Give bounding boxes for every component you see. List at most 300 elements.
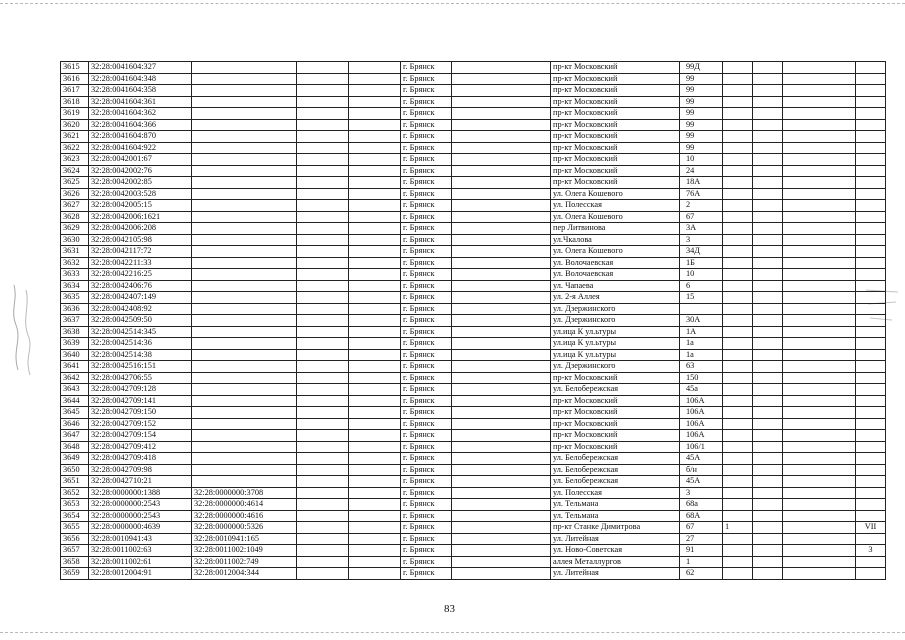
table-row — [61, 131, 886, 143]
previous-cadastral-number — [192, 361, 297, 373]
register-table — [60, 61, 886, 580]
empty-cell — [349, 119, 401, 131]
cadastral-number: 32:28:0042105:98 — [89, 234, 192, 246]
empty-cell — [349, 326, 401, 338]
row-number: 3640 — [61, 349, 89, 361]
city-cell: г. Брянск — [401, 292, 452, 304]
empty-cell — [452, 349, 551, 361]
row-number: 3653 — [61, 499, 89, 511]
city-cell: г. Брянск — [401, 165, 452, 177]
empty-cell — [783, 246, 856, 258]
empty-cell — [297, 280, 349, 292]
building-cell — [723, 384, 753, 396]
cadastral-number: 32:28:0042709:152 — [89, 418, 192, 430]
extra-cell — [856, 315, 886, 327]
city-cell: г. Брянск — [401, 280, 452, 292]
extra-cell — [856, 165, 886, 177]
cadastral-number: 32:28:0042211:33 — [89, 257, 192, 269]
empty-cell — [349, 384, 401, 396]
extra-cell — [856, 234, 886, 246]
extra-cell — [856, 395, 886, 407]
empty-cell — [783, 510, 856, 522]
cadastral-number: 32:28:0042709:418 — [89, 453, 192, 465]
row-number: 3642 — [61, 372, 89, 384]
street-cell: ул. Волочаевская — [551, 269, 680, 281]
row-number: 3621 — [61, 131, 89, 143]
house-cell: 15 — [680, 292, 723, 304]
empty-cell — [452, 441, 551, 453]
table-row — [61, 73, 886, 85]
extra-cell — [856, 372, 886, 384]
row-number: 3650 — [61, 464, 89, 476]
row-number: 3655 — [61, 522, 89, 534]
table-row — [61, 177, 886, 189]
building-cell — [723, 119, 753, 131]
extra-cell — [856, 338, 886, 350]
empty-cell — [349, 108, 401, 120]
building-cell — [723, 223, 753, 235]
empty-cell — [349, 545, 401, 557]
house-cell: 99 — [680, 85, 723, 97]
house-cell: 34Д — [680, 246, 723, 258]
row-number: 3616 — [61, 73, 89, 85]
cadastral-number: 32:28:0042408:92 — [89, 303, 192, 315]
city-cell: г. Брянск — [401, 246, 452, 258]
empty-cell — [753, 338, 783, 350]
cadastral-number: 32:28:0011002:63 — [89, 545, 192, 557]
empty-cell — [783, 395, 856, 407]
empty-cell — [753, 223, 783, 235]
building-cell — [723, 303, 753, 315]
cadastral-number: 32:28:0012004:91 — [89, 568, 192, 580]
extra-cell — [856, 188, 886, 200]
row-number: 3644 — [61, 395, 89, 407]
empty-cell — [297, 257, 349, 269]
house-cell: 30А — [680, 315, 723, 327]
extra-cell — [856, 407, 886, 419]
city-cell: г. Брянск — [401, 119, 452, 131]
empty-cell — [452, 545, 551, 557]
building-cell — [723, 177, 753, 189]
house-cell: 99 — [680, 131, 723, 143]
previous-cadastral-number — [192, 303, 297, 315]
previous-cadastral-number — [192, 177, 297, 189]
cadastral-number: 32:28:0041604:361 — [89, 96, 192, 108]
empty-cell — [297, 303, 349, 315]
row-number: 3626 — [61, 188, 89, 200]
cadastral-number: 32:28:0041604:870 — [89, 131, 192, 143]
building-cell — [723, 188, 753, 200]
empty-cell — [452, 292, 551, 304]
street-cell: ул. Олега Кошевого — [551, 246, 680, 258]
table-row — [61, 441, 886, 453]
previous-cadastral-number — [192, 464, 297, 476]
table-row — [61, 211, 886, 223]
city-cell: г. Брянск — [401, 269, 452, 281]
city-cell: г. Брянск — [401, 108, 452, 120]
house-cell: 106/1 — [680, 441, 723, 453]
empty-cell — [783, 223, 856, 235]
empty-cell — [783, 533, 856, 545]
house-cell: 91 — [680, 545, 723, 557]
row-number: 3657 — [61, 545, 89, 557]
cadastral-number: 32:28:0042002:76 — [89, 165, 192, 177]
cadastral-number: 32:28:0042005:15 — [89, 200, 192, 212]
table-row — [61, 568, 886, 580]
city-cell: г. Брянск — [401, 211, 452, 223]
empty-cell — [349, 338, 401, 350]
empty-cell — [783, 315, 856, 327]
city-cell: г. Брянск — [401, 499, 452, 511]
empty-cell — [297, 211, 349, 223]
street-cell: пр-кт Московский — [551, 108, 680, 120]
empty-cell — [297, 131, 349, 143]
table-row — [61, 280, 886, 292]
empty-cell — [349, 464, 401, 476]
empty-cell — [753, 142, 783, 154]
row-number: 3634 — [61, 280, 89, 292]
street-cell: пр-кт Станке Димитрова — [551, 522, 680, 534]
building-cell — [723, 545, 753, 557]
empty-cell — [753, 200, 783, 212]
street-cell: пр-кт Московский — [551, 142, 680, 154]
previous-cadastral-number — [192, 349, 297, 361]
table-row — [61, 556, 886, 568]
empty-cell — [349, 131, 401, 143]
city-cell: г. Брянск — [401, 361, 452, 373]
empty-cell — [452, 522, 551, 534]
empty-cell — [297, 200, 349, 212]
city-cell: г. Брянск — [401, 62, 452, 74]
row-number: 3629 — [61, 223, 89, 235]
building-cell — [723, 246, 753, 258]
building-cell — [723, 131, 753, 143]
empty-cell — [452, 177, 551, 189]
house-cell: 150 — [680, 372, 723, 384]
empty-cell — [452, 361, 551, 373]
building-cell — [723, 372, 753, 384]
table-row — [61, 85, 886, 97]
table-row — [61, 188, 886, 200]
empty-cell — [783, 131, 856, 143]
empty-cell — [452, 499, 551, 511]
empty-cell — [452, 85, 551, 97]
empty-cell — [753, 361, 783, 373]
building-cell — [723, 200, 753, 212]
table-row — [61, 292, 886, 304]
empty-cell — [297, 108, 349, 120]
empty-cell — [297, 395, 349, 407]
empty-cell — [349, 280, 401, 292]
empty-cell — [753, 430, 783, 442]
empty-cell — [753, 545, 783, 557]
house-cell: 99 — [680, 108, 723, 120]
empty-cell — [452, 476, 551, 488]
building-cell — [723, 269, 753, 281]
empty-cell — [753, 441, 783, 453]
empty-cell — [783, 464, 856, 476]
empty-cell — [452, 326, 551, 338]
empty-cell — [297, 464, 349, 476]
empty-cell — [349, 257, 401, 269]
empty-cell — [753, 85, 783, 97]
city-cell: г. Брянск — [401, 545, 452, 557]
house-cell: 3 — [680, 234, 723, 246]
cadastral-number: 32:28:0042706:55 — [89, 372, 192, 384]
building-cell — [723, 280, 753, 292]
empty-cell — [297, 349, 349, 361]
empty-cell — [753, 257, 783, 269]
street-cell: ул. Белобережская — [551, 464, 680, 476]
empty-cell — [783, 407, 856, 419]
city-cell: г. Брянск — [401, 476, 452, 488]
previous-cadastral-number — [192, 96, 297, 108]
empty-cell — [753, 326, 783, 338]
previous-cadastral-number — [192, 372, 297, 384]
previous-cadastral-number — [192, 154, 297, 166]
empty-cell — [297, 119, 349, 131]
extra-cell — [856, 200, 886, 212]
empty-cell — [452, 165, 551, 177]
street-cell: пр-кт Московский — [551, 96, 680, 108]
previous-cadastral-number: 32:28:0000000:3708 — [192, 487, 297, 499]
extra-cell — [856, 142, 886, 154]
empty-cell — [753, 211, 783, 223]
house-cell: 1 — [680, 556, 723, 568]
table-row — [61, 349, 886, 361]
row-number: 3646 — [61, 418, 89, 430]
cadastral-number: 32:28:0042514:345 — [89, 326, 192, 338]
extra-cell — [856, 568, 886, 580]
street-cell: пр-кт Московский — [551, 154, 680, 166]
street-cell: аллея Металлургов — [551, 556, 680, 568]
street-cell: ул. Литейная — [551, 568, 680, 580]
empty-cell — [753, 280, 783, 292]
row-number: 3628 — [61, 211, 89, 223]
city-cell: г. Брянск — [401, 487, 452, 499]
empty-cell — [753, 407, 783, 419]
row-number: 3639 — [61, 338, 89, 350]
extra-cell — [856, 269, 886, 281]
house-cell: 63 — [680, 361, 723, 373]
row-number: 3645 — [61, 407, 89, 419]
table-row — [61, 476, 886, 488]
row-number: 3635 — [61, 292, 89, 304]
extra-cell — [856, 326, 886, 338]
empty-cell — [783, 372, 856, 384]
empty-cell — [753, 522, 783, 534]
empty-cell — [297, 384, 349, 396]
extra-cell — [856, 384, 886, 396]
empty-cell — [452, 395, 551, 407]
building-cell — [723, 292, 753, 304]
previous-cadastral-number — [192, 476, 297, 488]
cadastral-number: 32:28:0042709:150 — [89, 407, 192, 419]
empty-cell — [297, 453, 349, 465]
building-cell — [723, 234, 753, 246]
extra-cell — [856, 292, 886, 304]
table-row — [61, 464, 886, 476]
building-cell — [723, 165, 753, 177]
extra-cell — [856, 154, 886, 166]
city-cell: г. Брянск — [401, 441, 452, 453]
table-row — [61, 96, 886, 108]
building-cell — [723, 407, 753, 419]
empty-cell — [297, 338, 349, 350]
extra-cell — [856, 430, 886, 442]
building-cell — [723, 96, 753, 108]
previous-cadastral-number — [192, 85, 297, 97]
street-cell: ул. Тельмана — [551, 499, 680, 511]
cadastral-number: 32:28:0042709:141 — [89, 395, 192, 407]
cadastral-number: 32:28:0041604:362 — [89, 108, 192, 120]
empty-cell — [349, 154, 401, 166]
building-cell — [723, 568, 753, 580]
empty-cell — [783, 499, 856, 511]
house-cell: 24 — [680, 165, 723, 177]
row-number: 3651 — [61, 476, 89, 488]
table-row — [61, 430, 886, 442]
city-cell: г. Брянск — [401, 234, 452, 246]
previous-cadastral-number — [192, 234, 297, 246]
empty-cell — [349, 292, 401, 304]
street-cell: ул. 2-я Аллея — [551, 292, 680, 304]
house-cell: 10 — [680, 154, 723, 166]
extra-cell — [856, 257, 886, 269]
empty-cell — [783, 441, 856, 453]
house-cell: 99 — [680, 96, 723, 108]
previous-cadastral-number — [192, 453, 297, 465]
empty-cell — [349, 510, 401, 522]
table-row — [61, 234, 886, 246]
table-row — [61, 200, 886, 212]
table-row — [61, 407, 886, 419]
empty-cell — [297, 177, 349, 189]
empty-cell — [783, 200, 856, 212]
street-cell: пр-кт Московский — [551, 430, 680, 442]
extra-cell — [856, 418, 886, 430]
city-cell: г. Брянск — [401, 349, 452, 361]
building-cell: 1 — [723, 522, 753, 534]
empty-cell — [297, 522, 349, 534]
margin-scribble — [4, 280, 40, 380]
empty-cell — [452, 211, 551, 223]
empty-cell — [452, 234, 551, 246]
empty-cell — [452, 430, 551, 442]
table-row — [61, 246, 886, 258]
house-cell: 62 — [680, 568, 723, 580]
register-body — [61, 62, 886, 580]
house-cell: 1Б — [680, 257, 723, 269]
row-number: 3641 — [61, 361, 89, 373]
empty-cell — [349, 361, 401, 373]
cadastral-number: 32:28:0041604:358 — [89, 85, 192, 97]
empty-cell — [297, 510, 349, 522]
house-cell — [680, 303, 723, 315]
empty-cell — [297, 533, 349, 545]
extra-cell — [856, 62, 886, 74]
building-cell — [723, 62, 753, 74]
house-cell: б/н — [680, 464, 723, 476]
empty-cell — [452, 407, 551, 419]
empty-cell — [753, 62, 783, 74]
cadastral-number: 32:28:0011002:61 — [89, 556, 192, 568]
row-number: 3658 — [61, 556, 89, 568]
building-cell — [723, 556, 753, 568]
empty-cell — [783, 154, 856, 166]
extra-cell — [856, 441, 886, 453]
building-cell — [723, 326, 753, 338]
street-cell: ул. Ново-Советская — [551, 545, 680, 557]
empty-cell — [297, 441, 349, 453]
empty-cell — [753, 73, 783, 85]
street-cell: ул. Дзержинского — [551, 303, 680, 315]
empty-cell — [452, 131, 551, 143]
empty-cell — [753, 510, 783, 522]
previous-cadastral-number — [192, 338, 297, 350]
empty-cell — [297, 234, 349, 246]
empty-cell — [783, 453, 856, 465]
empty-cell — [753, 499, 783, 511]
city-cell: г. Брянск — [401, 177, 452, 189]
street-cell: ул. Тельмана — [551, 510, 680, 522]
empty-cell — [349, 533, 401, 545]
cadastral-number: 32:28:0042406:76 — [89, 280, 192, 292]
empty-cell — [349, 177, 401, 189]
city-cell: г. Брянск — [401, 372, 452, 384]
street-cell: пр-кт Московский — [551, 441, 680, 453]
city-cell: г. Брянск — [401, 96, 452, 108]
city-cell: г. Брянск — [401, 407, 452, 419]
table-row — [61, 142, 886, 154]
row-number: 3633 — [61, 269, 89, 281]
empty-cell — [297, 73, 349, 85]
street-cell: пр-кт Московский — [551, 85, 680, 97]
extra-cell — [856, 453, 886, 465]
empty-cell — [753, 154, 783, 166]
empty-cell — [753, 96, 783, 108]
previous-cadastral-number: 32:28:0012004:344 — [192, 568, 297, 580]
table-row — [61, 223, 886, 235]
extra-cell — [856, 108, 886, 120]
row-number: 3649 — [61, 453, 89, 465]
street-cell: ул. Полесская — [551, 487, 680, 499]
house-cell: 99Д — [680, 62, 723, 74]
scan-edge-top — [0, 3, 905, 4]
row-number: 3652 — [61, 487, 89, 499]
empty-cell — [753, 487, 783, 499]
row-number: 3647 — [61, 430, 89, 442]
building-cell — [723, 154, 753, 166]
empty-cell — [297, 188, 349, 200]
city-cell: г. Брянск — [401, 223, 452, 235]
empty-cell — [452, 418, 551, 430]
empty-cell — [452, 96, 551, 108]
empty-cell — [452, 338, 551, 350]
empty-cell — [349, 85, 401, 97]
building-cell — [723, 108, 753, 120]
row-number: 3620 — [61, 119, 89, 131]
empty-cell — [349, 568, 401, 580]
empty-cell — [783, 568, 856, 580]
empty-cell — [297, 223, 349, 235]
empty-cell — [753, 556, 783, 568]
previous-cadastral-number — [192, 418, 297, 430]
previous-cadastral-number: 32:28:0011002:1049 — [192, 545, 297, 557]
extra-cell — [856, 361, 886, 373]
building-cell — [723, 315, 753, 327]
empty-cell — [297, 326, 349, 338]
